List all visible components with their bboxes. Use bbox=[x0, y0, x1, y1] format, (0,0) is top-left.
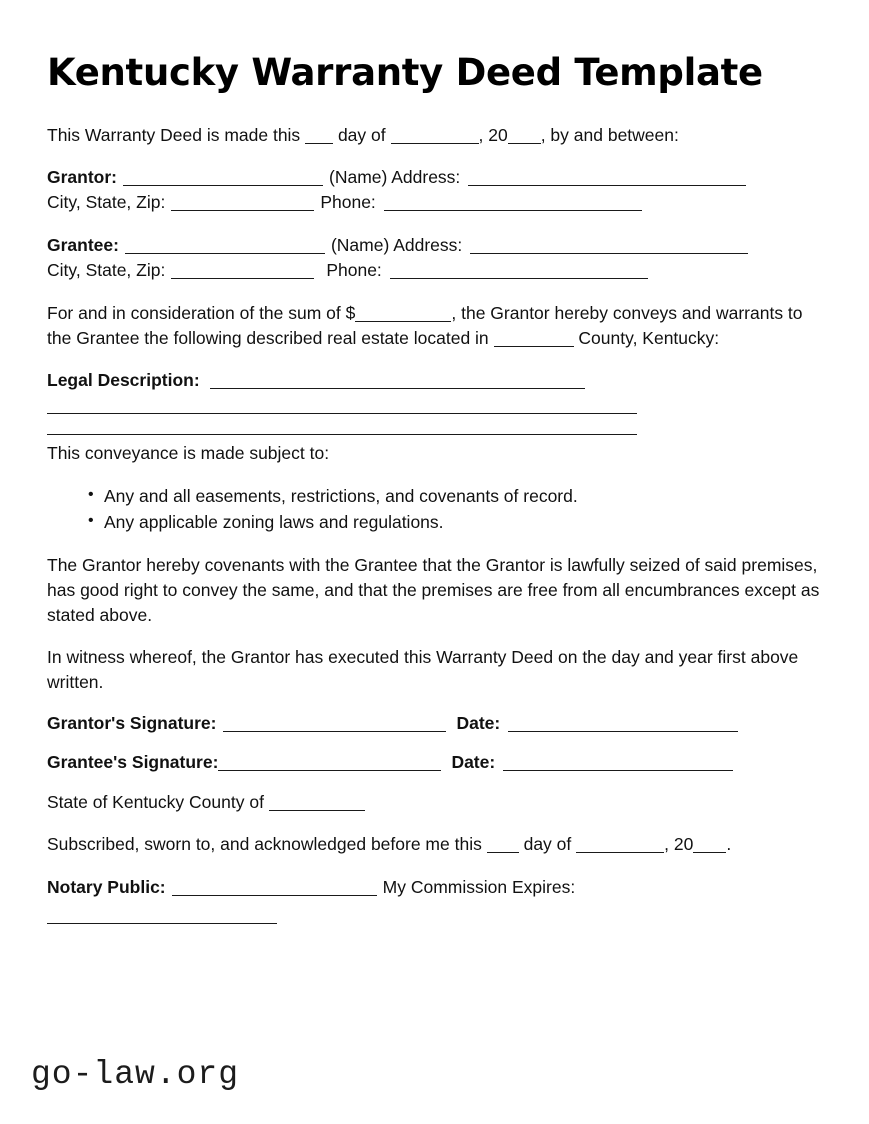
list-item: • Any applicable zoning laws and regulations. bbox=[88, 510, 822, 535]
grantor-phone-blank[interactable] bbox=[384, 196, 642, 211]
intro-year-blank[interactable] bbox=[508, 129, 541, 144]
grantee-phone-label: Phone: bbox=[326, 259, 382, 280]
subscribed-year-blank[interactable] bbox=[693, 838, 726, 853]
list-item: • Any and all easements, restrictions, and covenants of record. bbox=[88, 484, 822, 509]
consideration-text-2: , the Grantor hereby conveys and warrants to the Grantee the following described real estate located in bbox=[47, 302, 803, 348]
notary-county-blank[interactable] bbox=[269, 796, 365, 811]
notary-state-label: State of Kentucky County of bbox=[47, 791, 264, 812]
consideration-paragraph bbox=[47, 301, 822, 351]
grantee-address-blank[interactable] bbox=[470, 239, 748, 254]
grantor-city-row bbox=[47, 190, 822, 215]
consideration-amount-blank[interactable] bbox=[355, 307, 451, 322]
grantor-city-blank[interactable] bbox=[171, 196, 314, 211]
grantor-name-note: (Name) Address: bbox=[329, 167, 461, 188]
grantee-city-blank[interactable] bbox=[171, 264, 314, 279]
site-watermark: go-law.org bbox=[31, 1056, 240, 1093]
intro-text-3: , 20 bbox=[478, 124, 508, 145]
conveyance-intro: This conveyance is made subject to: bbox=[47, 443, 330, 464]
grantor-row bbox=[47, 165, 822, 190]
grantor-signature-blank[interactable] bbox=[223, 717, 446, 732]
subscribed-text-2: day of bbox=[523, 834, 572, 855]
grantor-address-blank[interactable] bbox=[468, 171, 746, 186]
grantee-city-row bbox=[47, 258, 822, 283]
grantee-name-blank[interactable] bbox=[125, 239, 325, 254]
commission-expires-blank[interactable] bbox=[47, 923, 277, 924]
subscribed-text-3: , 20 bbox=[664, 834, 694, 855]
grantor-city-label: City, State, Zip: bbox=[47, 192, 166, 213]
grantee-date-label: Date: bbox=[451, 751, 496, 772]
grantor-signature-row bbox=[47, 713, 822, 734]
covenant-paragraph: The Grantor hereby covenants with the Grantee that the Grantor is lawfully seized of said premises, has good right to convey the same, and that the premises are free from all encumbrances except as stated above. bbox=[47, 554, 820, 625]
subscribed-text-4: . bbox=[726, 834, 732, 855]
grantee-signature-blank[interactable] bbox=[218, 756, 441, 771]
grantee-block bbox=[47, 233, 822, 283]
grantee-label: Grantee: bbox=[47, 235, 119, 256]
grantor-date-label: Date: bbox=[456, 713, 501, 734]
grantor-block bbox=[47, 165, 822, 215]
witness-paragraph: In witness whereof, the Grantor has executed this Warranty Deed on the day and year first above written. bbox=[47, 647, 799, 693]
intro-day-blank[interactable] bbox=[305, 129, 333, 144]
legal-description-row bbox=[47, 368, 822, 393]
grantor-phone-label: Phone: bbox=[320, 192, 376, 213]
subscribed-text-1: Subscribed, sworn to, and acknowledged before me this bbox=[47, 834, 482, 855]
legal-description-label: Legal Description: bbox=[47, 370, 200, 391]
notary-public-label: Notary Public: bbox=[47, 877, 166, 898]
subscribed-month-blank[interactable] bbox=[576, 838, 664, 853]
intro-month-blank[interactable] bbox=[391, 129, 479, 144]
legal-description-blank-2[interactable] bbox=[47, 413, 637, 414]
consideration-text-1: For and in consideration of the sum of $ bbox=[47, 302, 356, 323]
consideration-text-3: County, Kentucky: bbox=[578, 327, 720, 348]
commission-expires-label: My Commission Expires: bbox=[382, 877, 576, 898]
subscribed-day-blank[interactable] bbox=[487, 838, 519, 853]
legal-description-blank-1[interactable] bbox=[210, 374, 585, 389]
intro-text-4: , by and between: bbox=[540, 124, 679, 145]
legal-description-block bbox=[47, 368, 822, 435]
grantee-row bbox=[47, 233, 822, 258]
notary-public-blank[interactable] bbox=[172, 881, 377, 896]
grantee-name-note: (Name) Address: bbox=[330, 235, 463, 256]
grantee-date-blank[interactable] bbox=[503, 756, 733, 771]
county-blank[interactable] bbox=[494, 332, 574, 347]
conveyance-bullet-list bbox=[47, 484, 822, 535]
document-body bbox=[47, 52, 822, 924]
grantor-signature-label: Grantor's Signature: bbox=[47, 713, 217, 734]
grantor-name-blank[interactable] bbox=[123, 171, 323, 186]
intro-paragraph bbox=[47, 123, 822, 148]
intro-text-2: day of bbox=[337, 124, 386, 145]
page-title: Kentucky Warranty Deed Template bbox=[47, 51, 763, 94]
grantor-date-blank[interactable] bbox=[508, 717, 738, 732]
intro-text-1: This Warranty Deed is made this bbox=[47, 124, 301, 145]
grantee-signature-label: Grantee's Signature: bbox=[47, 751, 219, 772]
notary-public-row bbox=[47, 875, 822, 900]
grantee-city-label: City, State, Zip: bbox=[47, 259, 166, 280]
notary-state-row bbox=[47, 790, 822, 815]
subscribed-row bbox=[47, 832, 822, 857]
grantee-signature-row bbox=[47, 752, 822, 773]
grantee-phone-blank[interactable] bbox=[390, 264, 648, 279]
grantor-label: Grantor: bbox=[47, 167, 117, 188]
